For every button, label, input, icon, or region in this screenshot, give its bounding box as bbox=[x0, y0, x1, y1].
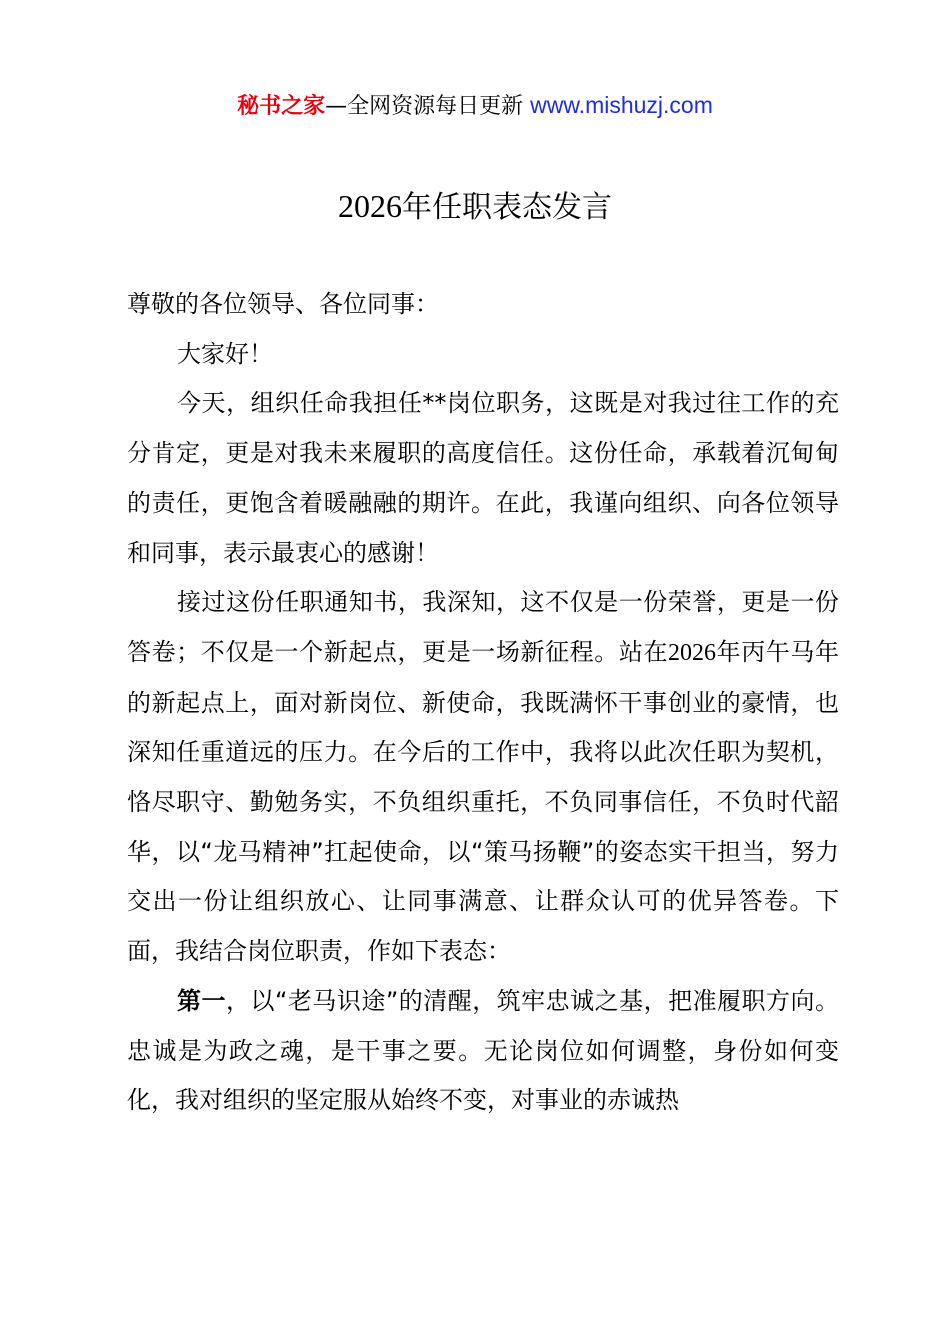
site-url-link[interactable]: www.mishuzj.com bbox=[530, 92, 713, 118]
paragraph-2-year: 2026 bbox=[668, 639, 717, 666]
paragraph-3 bbox=[127, 977, 839, 1126]
header-tagline: —全网资源每日更新 bbox=[325, 94, 531, 119]
salutation: 尊敬的各位领导、各位同事： bbox=[127, 290, 439, 318]
document-body bbox=[127, 280, 839, 1126]
paragraph-1: 今天，组织任命我担任**岗位职务，这既是对我过往工作的充分肯定，更是对我未来履职的高度信任。这份任命，承载着沉甸甸的责任，更饱含着暖融融的期许。在此，我谨向组织、向各位领导和同事，表示最衷心的感谢！ bbox=[127, 389, 839, 567]
paragraph-3-lead: 第一 bbox=[177, 986, 226, 1015]
site-header bbox=[0, 88, 950, 124]
greeting: 大家好！ bbox=[177, 339, 273, 368]
title-year: 2026 bbox=[338, 188, 402, 224]
paragraph-2-part-b: 年丙午马年的新起点上，面对新岗位、新使命，我既满怀干事创业的豪情，也深知任重道远的压力。在今后的工作中，我将以此次任职为契机，恪尽职守、勤勉务实，不负组织重托，不负同事信任，不负时代韶华，以“龙马精神”扛起使命，以“策马扬鞭”的姿态实干担当，努力交出一份让组织放心、让同事满意、让群众认可的优异答卷。下面，我结合岗位职责，作如下表态： bbox=[127, 637, 840, 966]
document-title bbox=[0, 184, 950, 230]
paragraph-2 bbox=[127, 578, 839, 977]
paragraph-3-text: ，以“老马识途”的清醒，筑牢忠诚之基，把准履职方向。忠诚是为政之魂，是干事之要。无论岗位如何调整，身份如何变化，我对组织的坚定服从始终不变，对事业的赤诚热 bbox=[127, 986, 840, 1115]
paragraph-2-part-a: 接过这份任职通知书，我深知，这不仅是一份荣誉，更是一份答卷；不仅是一个新起点，更是一场新征程。站在 bbox=[127, 588, 839, 666]
brand-name: 秘书之家 bbox=[237, 94, 326, 119]
title-text: 年任职表态发言 bbox=[402, 190, 612, 225]
